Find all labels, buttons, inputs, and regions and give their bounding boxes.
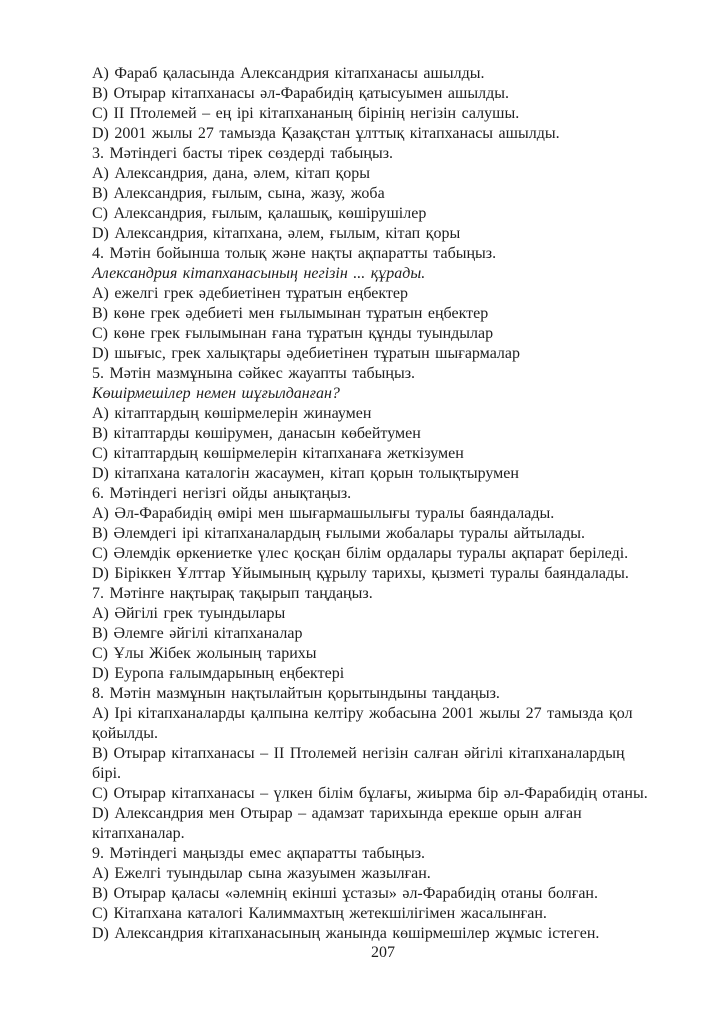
text-line-option: С) Отырар кітапханасы – үлкен білім бұлағы, жиырма бір әл-Фарабидің отаны. [92, 785, 648, 802]
text-line-option: С) Кітапхана каталогі Калиммахтың жетекшілігімен жасалынған. [92, 905, 547, 922]
text-line-option: С) Александрия, ғылым, қалашық, көшірушілер [92, 205, 427, 222]
text-line-option: В) Александрия, ғылым, сына, жазу, жоба [92, 185, 385, 202]
text-line-option: В) Әлемге әйгілі кітапханалар [92, 625, 303, 642]
text-line-option: D) Еуропа ғалымдарының еңбектері [92, 665, 345, 682]
text-line-question: 3. Мәтіндегі басты тірек сөздерді табыңыз. [92, 145, 394, 162]
text-line-question: 7. Мәтінге нақтырақ тақырып таңдаңыз. [92, 585, 373, 602]
text-line-option: В) кітаптарды көшірумен, данасын көбейтумен [92, 425, 421, 442]
text-line-option: А) Әл-Фарабидің өмірі мен шығармашылығы туралы баяндалады. [92, 505, 555, 522]
text-line-option: А) Ірі кітапханаларды қалпына келтіру жобасына 2001 жылы 27 тамызда қол [92, 705, 633, 722]
text-line-option: А) Фараб қаласында Александрия кітапханасы ашылды. [92, 65, 485, 82]
page-number: 207 [371, 944, 395, 961]
text-line-stem: Көшірмешілер немен шұғылданған? [92, 385, 340, 402]
text-line-option: D) кітапхана каталогін жасаумен, кітап қорын толықтырумен [92, 465, 519, 482]
text-line-continuation: кітапханалар. [92, 825, 185, 842]
text-line-option: D) Біріккен Ұлттар Ұйымының құрылу тарихы, қызметі туралы баяндалады. [92, 565, 629, 582]
text-line-stem: Александрия кітапханасының негізін ... құрады. [92, 265, 426, 282]
text-line-option: С) кітаптардың көшірмелерін кітапханаға жеткізумен [92, 445, 464, 462]
question-text-block [92, 64, 674, 944]
text-line-option: А) ежелгі грек әдебиетінен тұратын еңбектер [92, 285, 409, 302]
text-line-option: С) Ұлы Жібек жолының тарихы [92, 645, 317, 662]
text-line-question: 6. Мәтіндегі негізгі ойды анықтаңыз. [92, 485, 352, 502]
text-line-continuation: қойылды. [92, 725, 158, 742]
text-line-option: D) Александрия кітапханасының жанында көшірмешілер жұмыс істеген. [92, 925, 600, 942]
text-line-question: 9. Мәтіндегі маңызды емес ақпаратты табыңыз. [92, 845, 426, 862]
text-line-option: D) Александрия, кітапхана, әлем, ғылым, кітап қоры [92, 225, 461, 242]
text-line-option: В) Отырар кітапханасы – ІІ Птолемей негізін салған әйгілі кітапханалардың [92, 745, 625, 762]
text-line-option: В) Отырар қаласы «әлемнің екінші ұстазы» әл-Фарабидің отаны болған. [92, 885, 598, 902]
text-line-option: А) кітаптардың көшірмелерін жинаумен [92, 405, 372, 422]
text-line-option: D) Александрия мен Отырар – адамзат тарихында ерекше орын алған [92, 805, 582, 822]
text-line-question: 8. Мәтін мазмұнын нақтылайтын қорытындыны таңдаңыз. [92, 685, 500, 702]
text-line-option: С) Әлемдік өркениетке үлес қосқан білім ордалары туралы ақпарат беріледі. [92, 545, 629, 562]
text-line-option: D) 2001 жылы 27 тамызда Қазақстан ұлттық кітапханасы ашылды. [92, 125, 560, 142]
text-line-option: А) Ежелгі туындылар сына жазуымен жазылған. [92, 865, 431, 882]
text-line-option: D) шығыс, грек халықтары әдебиетінен тұратын шығармалар [92, 345, 521, 362]
text-line-option: В) Отырар кітапханасы әл-Фарабидің қатысуымен ашылды. [92, 85, 509, 102]
text-line-option: А) Александрия, дана, әлем, кітап қоры [92, 165, 371, 182]
text-line-option: С) ІІ Птолемей – ең ірі кітапхананың бірінің негізін салушы. [92, 105, 520, 122]
text-line-option: С) көне грек ғылымынан ғана тұратын құнды туындылар [92, 325, 494, 342]
text-line-option: А) Әйгілі грек туындылары [92, 605, 286, 622]
text-line-question: 4. Мәтін бойынша толық және нақты ақпаратты табыңыз. [92, 245, 497, 262]
text-line-option: В) Әлемдегі ірі кітапханалардың ғылыми жобалары туралы айтылады. [92, 525, 586, 542]
text-line-question: 5. Мәтін мазмұнына сәйкес жауапты табыңыз. [92, 365, 416, 382]
text-line-option: В) көне грек әдебиеті мен ғылымынан тұратын еңбектер [92, 305, 489, 322]
text-line-continuation: бірі. [92, 765, 122, 782]
